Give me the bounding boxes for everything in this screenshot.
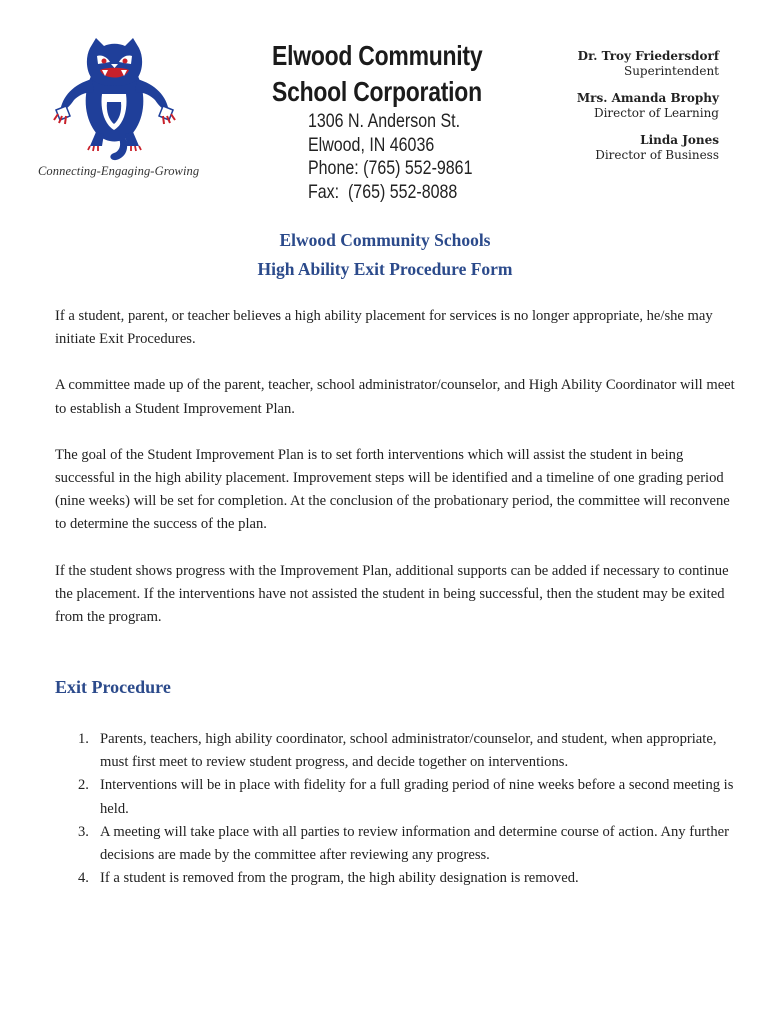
list-number: 1. (78, 731, 89, 747)
staff-name: Mrs. Amanda Brophy (576, 91, 719, 105)
staff-role: Director of Learning (593, 106, 719, 120)
document-title-line2: High Ability Exit Procedure Form (257, 259, 513, 279)
body-paragraph: If the student shows progress with the Improvement Plan, additional supports can be added if necessary to continue the placement. If the interventions have not assisted the student in being successful, then the student may be exited from the program. (55, 562, 729, 626)
list-item (55, 821, 735, 867)
address-block (308, 110, 497, 204)
document-body (55, 305, 735, 652)
list-item-text: Interventions will be in place with fidelity for a full grading period of nine weeks before a second meeting is held. (100, 777, 734, 817)
list-item (55, 774, 735, 820)
list-item (55, 867, 735, 890)
staff-role: Director of Business (595, 148, 719, 162)
organization-name-line1: Elwood Community (272, 40, 483, 71)
list-item-text: If a student is removed from the program, the high ability designation is removed. (100, 870, 579, 887)
list-item-text: A meeting will take place with all parties to review information and determine course of action. Any further decisions are made by the committee after reviewing any progress. (100, 823, 729, 864)
list-item-text: Parents, teachers, high ability coordinator, school administrator/counselor, and student, when appropriate, must first meet to review student progress, and decide together on interventions. (100, 731, 717, 771)
staff-directory (499, 49, 719, 175)
staff-entry (499, 49, 719, 79)
staff-name: Linda Jones (640, 133, 719, 147)
body-paragraph: A committee made up of the parent, teacher, school administrator/counselor, and High Ability Coordinator will meet to establish a Student Improvement Plan. (55, 377, 735, 417)
staff-entry (499, 133, 719, 163)
list-item (55, 728, 735, 774)
exit-procedure-heading: Exit Procedure (55, 677, 171, 697)
panther-mascot-icon (52, 34, 177, 164)
city-state-zip: Elwood, IN 46036 (308, 133, 435, 156)
body-paragraph: If a student, parent, or teacher believes a high ability placement for services is no longer appropriate, he/she may initiate Exit Procedures. (55, 308, 713, 348)
organization-name (272, 38, 493, 110)
list-number: 3. (78, 823, 89, 840)
staff-entry (499, 91, 719, 121)
tagline: Connecting-Engaging-Growing (38, 164, 200, 178)
list-number: 4. (78, 870, 89, 887)
body-paragraph: The goal of the Student Improvement Plan is to set forth interventions which will assist the student in being successful in the high ability placement. Improvement steps will be identified and a timeline of one grading period (nine weeks) will be set for completion. At the conclusion of the probationary period, the committee will reconvene to determine the success of the plan. (55, 446, 730, 533)
street-address: 1306 N. Anderson St. (308, 110, 461, 132)
staff-role: Superintendent (623, 64, 719, 78)
fax-number: Fax: (765) 552-8088 (308, 180, 458, 203)
document-title (0, 226, 770, 284)
organization-name-line2: School Corporation (272, 76, 482, 107)
list-number: 2. (78, 777, 89, 794)
exit-procedure-list (55, 728, 735, 890)
phone-number: Phone: (765) 552-9861 (308, 157, 473, 180)
document-title-line1: Elwood Community Schools (279, 230, 491, 250)
staff-name: Dr. Troy Friedersdorf (577, 49, 719, 63)
